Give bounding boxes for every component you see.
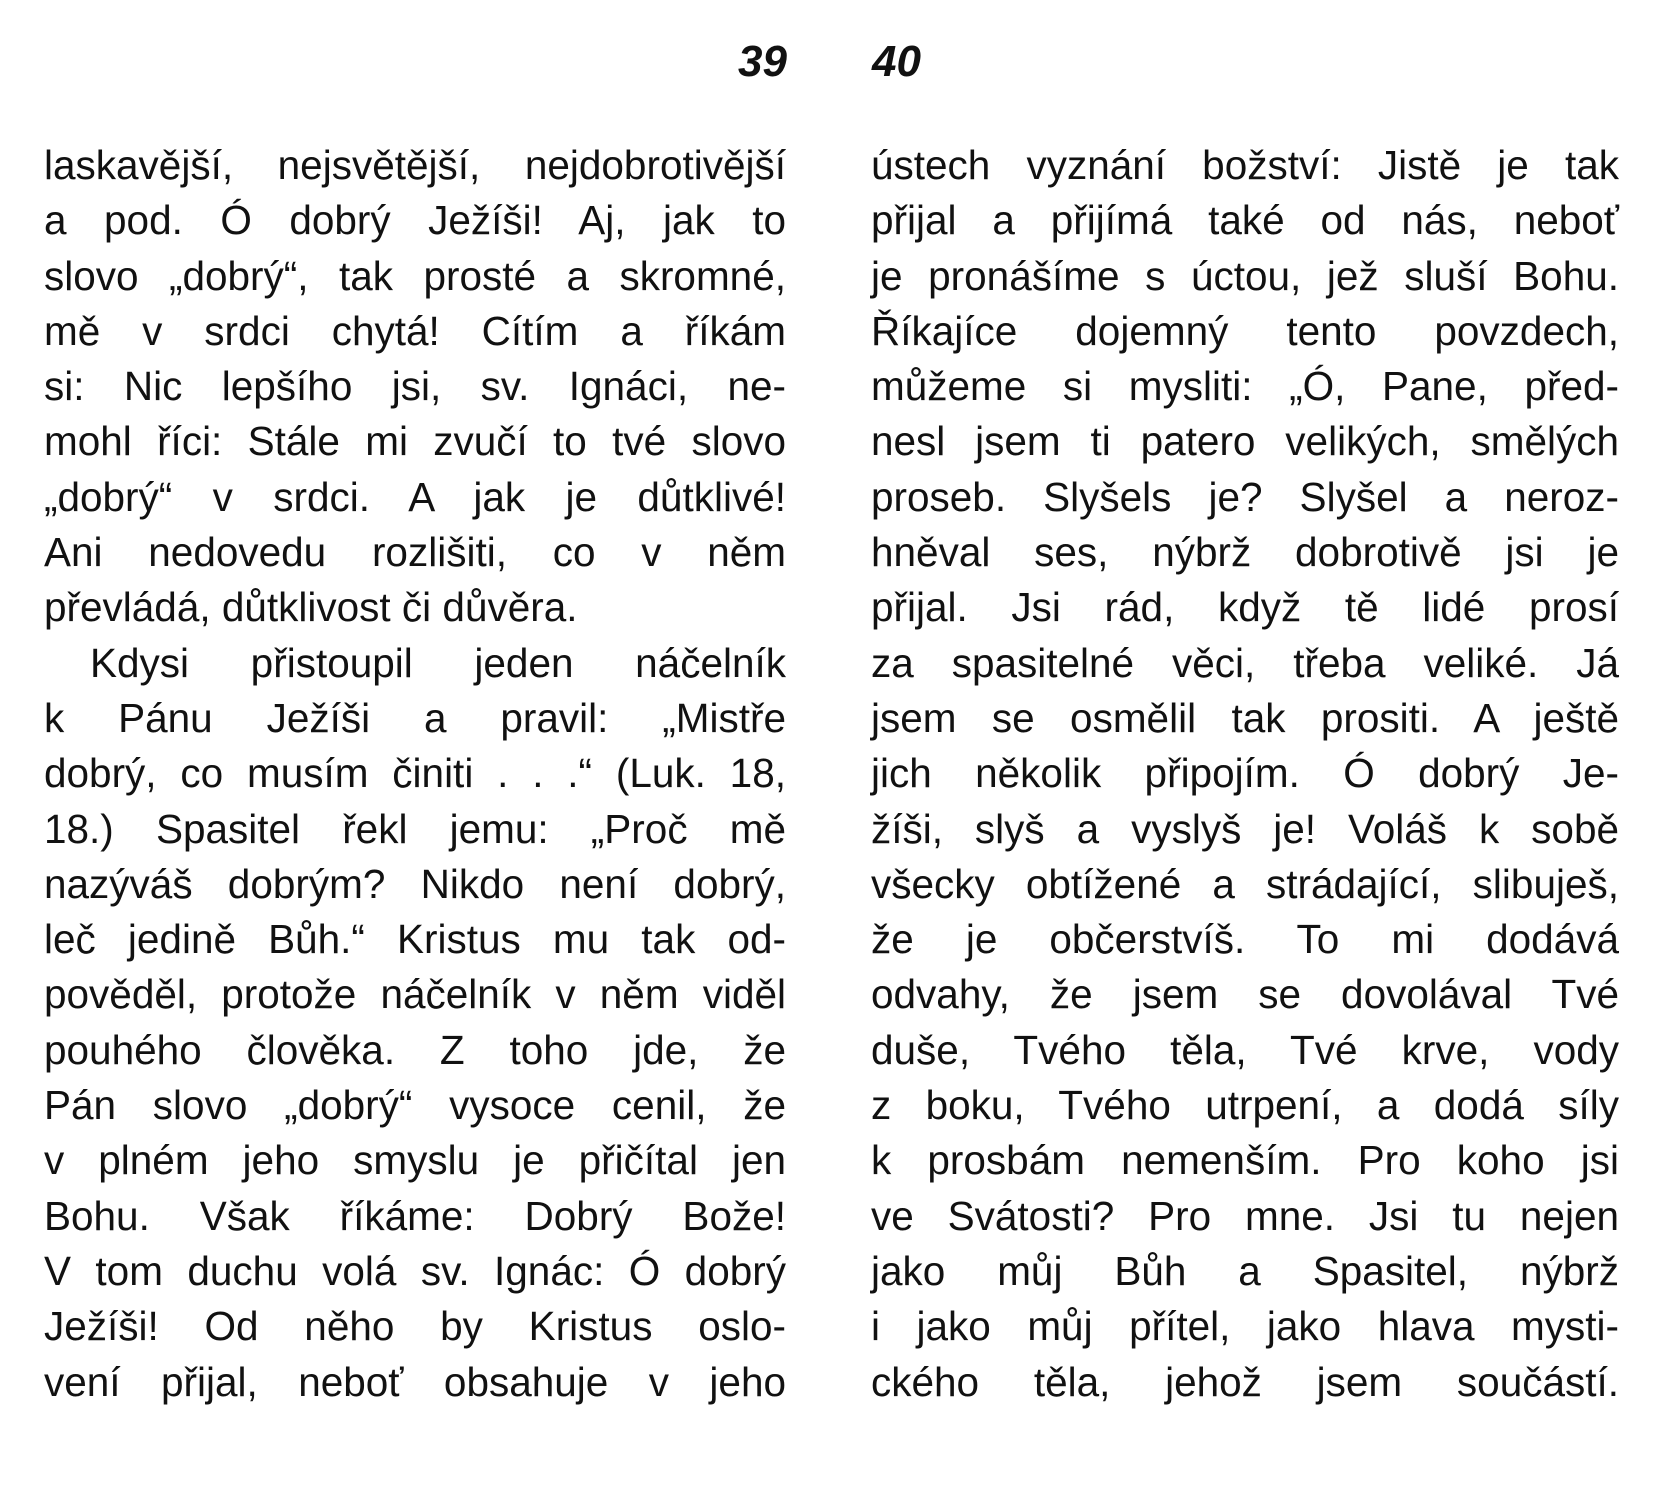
- text-line: 18.) Spasitel řekl jemu: „Proč mě: [44, 805, 786, 852]
- text-line: jako můj Bůh a Spasitel, nýbrž: [871, 1247, 1619, 1294]
- page-number-left: 39: [738, 37, 787, 86]
- text-line: přijal a přijímá také od nás, neboť: [871, 197, 1619, 244]
- text-line: v plném jeho smyslu je přičítal jen: [44, 1137, 786, 1184]
- text-line: Ježíši! Od něho by Kristus oslo-: [44, 1303, 786, 1350]
- text-line: že je občerstvíš. To mi dodává: [871, 916, 1619, 963]
- text-line: hněval ses, nýbrž dobrotivě jsi je: [871, 529, 1619, 576]
- text-line: i jako můj přítel, jako hlava mysti-: [871, 1303, 1619, 1350]
- text-line: duše, Tvého těla, Tvé krve, vody: [871, 1026, 1619, 1073]
- text-line: z boku, Tvého utrpení, a dodá síly: [871, 1082, 1619, 1129]
- text-line: ckého těla, jehož jsem součástí.: [871, 1358, 1619, 1405]
- text-line: pouhého člověka. Z toho jde, že: [44, 1026, 786, 1073]
- text-line: nesl jsem ti patero velikých, smělých: [871, 418, 1619, 465]
- text-line: mohl říci: Stále mi zvučí to tvé slovo: [44, 418, 786, 465]
- text-line: k prosbám nemenším. Pro koho jsi: [871, 1137, 1619, 1184]
- right-page-column: [871, 138, 1619, 1410]
- text-line: si: Nic lepšího jsi, sv. Ignáci, ne-: [44, 363, 786, 410]
- text-line: ústech vyznání božství: Jistě je tak: [871, 142, 1619, 188]
- text-line: můžeme si mysliti: „Ó, Pane, před-: [871, 363, 1619, 410]
- text-line: za spasitelné věci, třeba veliké. Já: [871, 639, 1619, 686]
- text-line: žíši, slyš a vyslyš je! Voláš k sobě: [871, 805, 1619, 852]
- text-line: převládá, důtklivost či důvěra.: [44, 584, 578, 631]
- text-line: pověděl, protože náčelník v něm viděl: [44, 971, 786, 1018]
- text-line: Kdysi přistoupil jeden náčelník: [90, 639, 786, 686]
- text-line: je pronášíme s úctou, jež sluší Bohu.: [871, 252, 1619, 299]
- text-line: Pán slovo „dobrý“ vysoce cenil, že: [44, 1082, 786, 1129]
- text-line: vení přijal, neboť obsahuje v jeho: [44, 1358, 786, 1405]
- text-line: a pod. Ó dobrý Ježíši! Aj, jak to: [44, 197, 786, 244]
- text-line: odvahy, že jsem se dovolával Tvé: [871, 971, 1619, 1018]
- text-line: proseb. Slyšels je? Slyšel a neroz-: [871, 473, 1619, 520]
- text-line: přijal. Jsi rád, když tě lidé prosí: [871, 584, 1619, 631]
- text-line: Bohu. Však říkáme: Dobrý Bože!: [44, 1192, 786, 1239]
- text-line: Říkajíce dojemný tento povzdech,: [871, 307, 1619, 354]
- text-line: laskavější, nejsvětější, nejdobrotivější: [44, 142, 786, 188]
- text-line: Ani nedovedu rozlišiti, co v něm: [44, 529, 786, 576]
- left-page-column: [44, 138, 786, 1410]
- text-line: jich několik připojím. Ó dobrý Je-: [871, 750, 1619, 797]
- text-line: mě v srdci chytá! Cítím a říkám: [44, 307, 786, 354]
- text-line: dobrý, co musím činiti . . .“ (Luk. 18,: [44, 750, 786, 797]
- text-line: ve Svátosti? Pro mne. Jsi tu nejen: [871, 1192, 1619, 1239]
- text-line: slovo „dobrý“, tak prosté a skromné,: [44, 252, 786, 299]
- text-line: leč jedině Bůh.“ Kristus mu tak od-: [44, 916, 786, 963]
- text-line: k Pánu Ježíši a pravil: „Mistře: [44, 694, 786, 741]
- text-line: „dobrý“ v srdci. A jak je důtklivé!: [44, 473, 786, 520]
- text-line: všecky obtížené a strádající, slibuješ,: [871, 860, 1619, 907]
- text-line: jsem se osmělil tak prositi. A ještě: [871, 694, 1619, 741]
- text-line: V tom duchu volá sv. Ignác: Ó dobrý: [44, 1247, 786, 1294]
- text-line: nazýváš dobrým? Nikdo není dobrý,: [44, 860, 786, 907]
- page-number-right: 40: [872, 37, 921, 86]
